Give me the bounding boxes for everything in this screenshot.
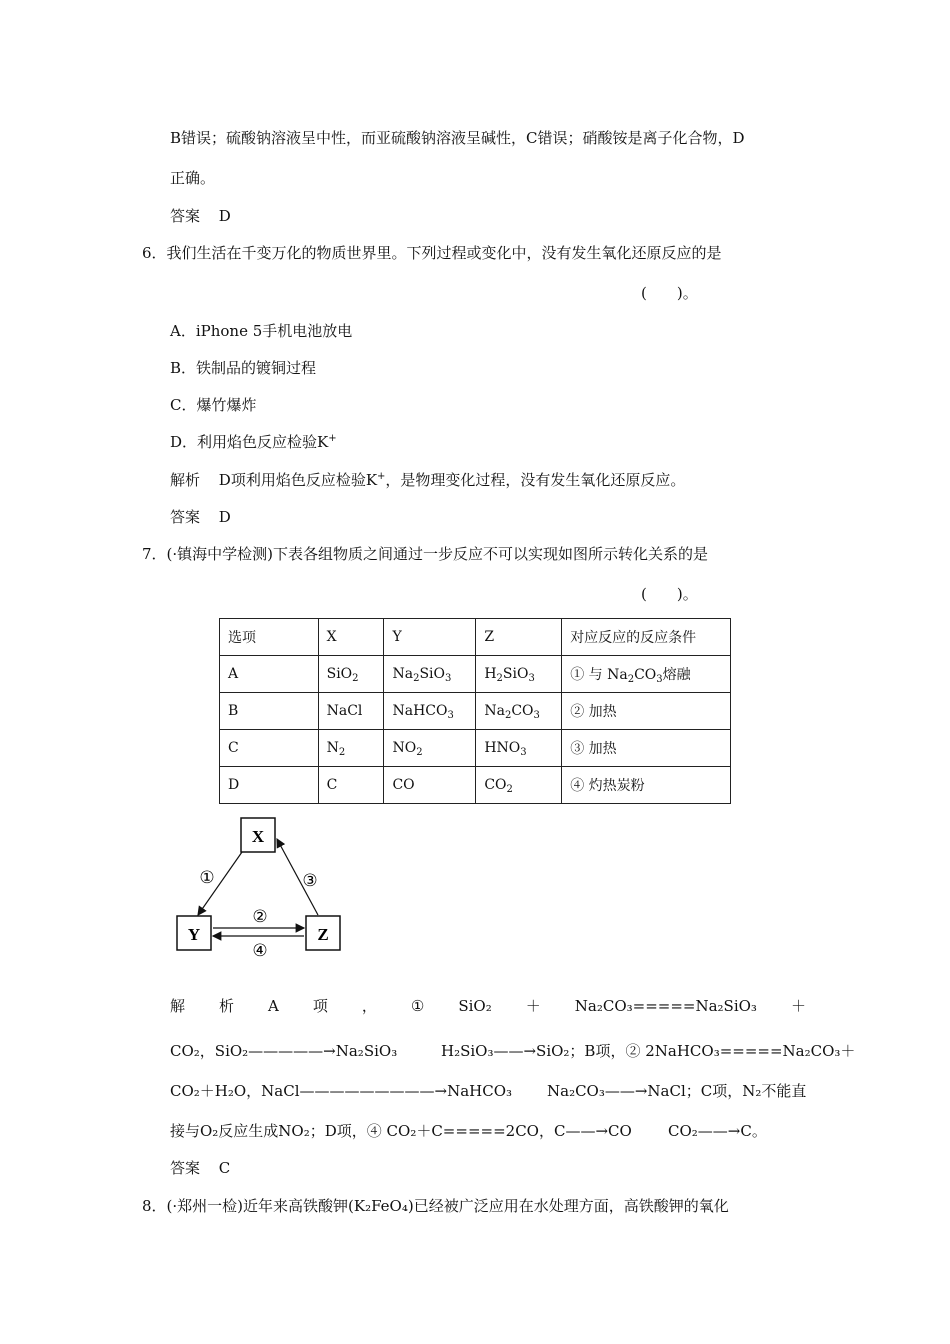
analysis-token: ＋ — [790, 997, 806, 1015]
answer-blank: ( )。 — [641, 585, 698, 603]
analysis-label: 解析 — [170, 471, 201, 489]
table-cell: SiO$_2$ — [318, 656, 384, 693]
table-cell: A — [220, 656, 319, 693]
analysis-text: H₂SiO₃——→SiO₂；B项，② 2NaHCO₃=====Na₂CO₃＋ — [441, 1042, 856, 1060]
analysis-text: 接与O₂反应生成NO₂；D项，④ CO₂＋C=====2CO，C——→CO — [170, 1122, 632, 1140]
table-cell: C — [220, 730, 319, 767]
answer-label: 答案 — [170, 207, 201, 225]
answer-line — [170, 507, 231, 527]
superscript: + — [328, 433, 337, 444]
table-header: Y — [384, 619, 476, 656]
table-cell: $NO_2$ — [384, 730, 476, 767]
table-row — [220, 656, 731, 693]
analysis-token: 解 — [170, 997, 186, 1015]
table-cell: ④ 灼热炭粉 — [562, 767, 731, 804]
analysis-token: 析 — [219, 997, 235, 1015]
node-x-label: X — [251, 827, 265, 846]
analysis-token: ， — [361, 997, 377, 1015]
table-row — [220, 693, 731, 730]
table-cell: CO — [384, 767, 476, 804]
answer-value: C — [218, 1159, 231, 1177]
table-cell: ② 加热 — [562, 693, 731, 730]
analysis-text: D项利用焰色反应检验K — [218, 471, 378, 489]
answer-value: D — [218, 508, 231, 526]
table-cell: $N_2$ — [318, 730, 384, 767]
question-stem: 6．我们生活在千变万化的物质世界里。下列过程或变化中，没有发生氧化还原反应的是 — [142, 244, 722, 262]
option-a: A．iPhone 5手机电池放电 — [170, 322, 353, 340]
option-b: B．铁制品的镀铜过程 — [170, 359, 317, 377]
node-z-label: Z — [317, 925, 329, 944]
analysis-token: SiO₂ — [458, 997, 492, 1015]
table-cell: $HNO_3$ — [476, 730, 562, 767]
analysis-text: ，是物理变化过程，没有发生氧化还原反应。 — [385, 471, 686, 489]
table-row — [220, 767, 731, 804]
options-table — [219, 618, 731, 804]
table-cell: NaHCO$_3$ — [384, 693, 476, 730]
answer-value: D — [218, 207, 231, 225]
table-header-row — [220, 619, 731, 656]
answer-label: 答案 — [170, 1159, 201, 1177]
analysis-text: CO₂，SiO₂—————→Na₂SiO₃ — [170, 1042, 398, 1060]
answer-line — [170, 1158, 230, 1178]
superscript: + — [377, 471, 386, 482]
table-cell: C — [318, 767, 384, 804]
node-y-label: Y — [187, 925, 201, 944]
table-cell: $Na_2CO_3$ — [476, 693, 562, 730]
analysis-token: 项 — [312, 997, 328, 1015]
question-stem: 7．(·镇海中学检测)下表各组物质之间通过一步反应不可以实现如图所示转化关系的是 — [142, 545, 709, 563]
option-d — [170, 432, 337, 452]
table-cell: $Na_2SiO_3$ — [384, 656, 476, 693]
analysis-text: CO₂＋H₂O，NaCl—————————→NaHCO₃ — [170, 1082, 513, 1100]
table-row — [220, 730, 731, 767]
answer-label: 答案 — [170, 508, 201, 526]
option-c: C．爆竹爆炸 — [170, 396, 257, 414]
label-reaction-2: ② — [252, 907, 268, 927]
table-cell: B — [220, 693, 319, 730]
answer-blank: ( )。 — [641, 284, 698, 302]
analysis-line — [170, 996, 806, 1016]
conversion-diagram — [160, 812, 360, 962]
label-reaction-4: ④ — [252, 941, 268, 961]
paragraph-text: B错误；硫酸钠溶液呈中性，而亚硫酸钠溶液呈碱性，C错误；硝酸铵是离子化合物，D — [170, 129, 745, 147]
analysis-text: Na₂CO₃——→NaCl；C项，N₂不能直 — [547, 1082, 807, 1100]
analysis-token: Na₂CO₃=====Na₂SiO₃ — [574, 997, 757, 1015]
table-header: 选项 — [220, 619, 319, 656]
option-d-text: D．利用焰色反应检验K — [170, 433, 329, 451]
analysis-text: CO₂——→C。 — [668, 1122, 767, 1140]
table-cell: ③ 加热 — [562, 730, 731, 767]
table-cell: NaCl — [318, 693, 384, 730]
label-reaction-3: ③ — [302, 871, 318, 891]
table-cell: ① 与 $Na_2CO_3$熔融 — [562, 656, 731, 693]
table-cell: $CO_2$ — [476, 767, 562, 804]
analysis-token: A — [268, 997, 279, 1015]
analysis-token: ① — [410, 997, 425, 1015]
answer-line — [170, 206, 231, 226]
analysis-line — [170, 470, 685, 490]
analysis-token: ＋ — [525, 997, 541, 1015]
table-header: Z — [476, 619, 562, 656]
table-cell: $H_2SiO_3$ — [476, 656, 562, 693]
label-reaction-1: ① — [199, 868, 215, 888]
table-header: X — [318, 619, 384, 656]
question-stem: 8．(·郑州一检)近年来高铁酸钾(K₂FeO₄)已经被广泛应用在水处理方面，高铁酸钾的氧化 — [142, 1197, 729, 1215]
paragraph-text: 正确。 — [170, 169, 216, 187]
table-header: 对应反应的反应条件 — [562, 619, 731, 656]
table-cell: D — [220, 767, 319, 804]
